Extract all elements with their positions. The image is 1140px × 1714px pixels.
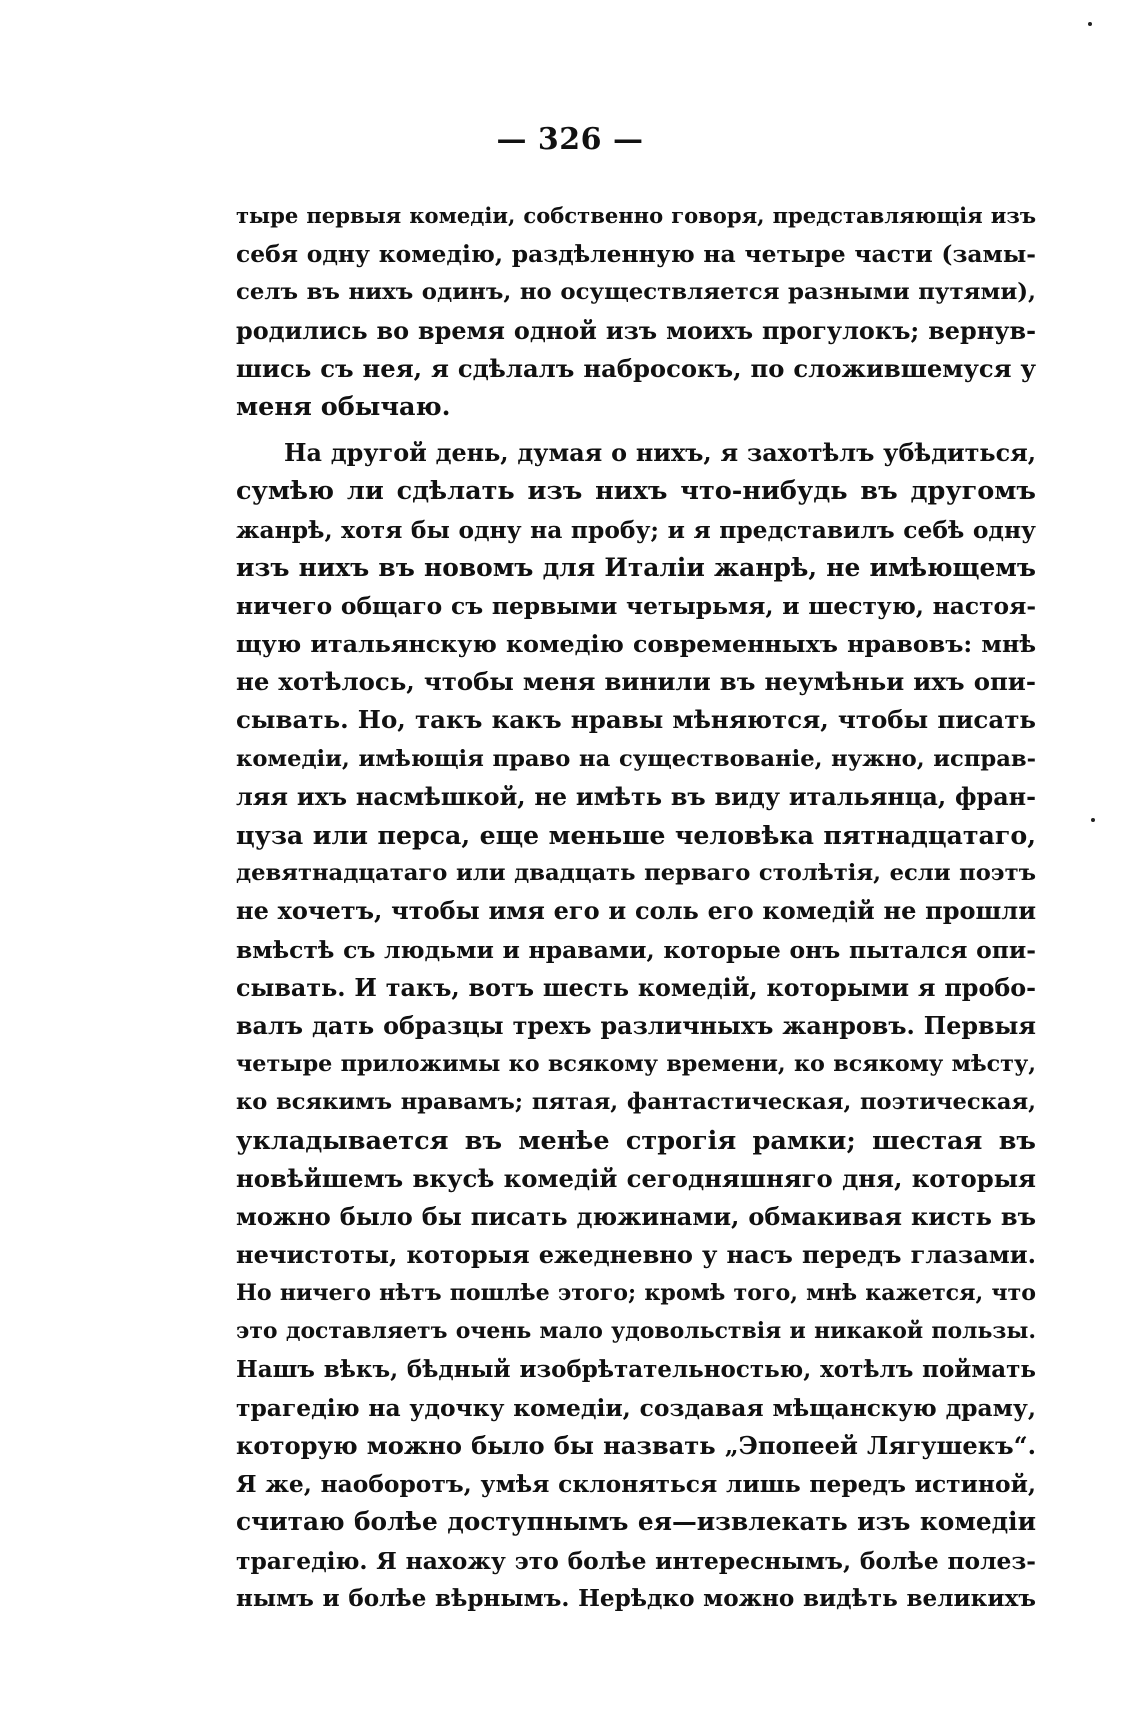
text-line: Но ничего нѣтъ пошлѣе этого; кромѣ того, мнѣ кажется, что [236, 1280, 1036, 1307]
scan-speck [1091, 818, 1095, 822]
text-line: сывать. Но, такъ какъ нравы мѣняются, чтобы писать [236, 705, 1036, 735]
scan-speck [1088, 22, 1092, 26]
text-line: цуза или перса, еще меньше человѣка пятнадцатаго, [236, 820, 1036, 850]
text-line: ничего общаго съ первыми четырьмя, и шестую, настоя- [236, 591, 1036, 620]
text-line: жанрѣ, хотя бы одну на пробу; и я представилъ себѣ одну [236, 515, 1036, 544]
text-line: нечистоты, которыя ежедневно у насъ передъ глазами. [236, 1240, 1036, 1270]
text-line: комедіи, имѣющія право на существованіе, нужно, исправ- [236, 745, 1036, 772]
text-line: четыре приложимы ко всякому времени, ко всякому мѣсту, [236, 1051, 1036, 1078]
text-line: селъ въ нихъ одинъ, но осуществляется разными путями), [236, 279, 1036, 306]
text-line: Я же, наоборотъ, умѣя склоняться лишь передъ истиной, [236, 1470, 1036, 1499]
text-line: которую можно было бы назвать „Эпопеей Лягушекъ“. [236, 1431, 1036, 1460]
text-line: шись съ нея, я сдѣлалъ набросокъ, по сложившемуся у [236, 353, 1036, 383]
text-line: меня обычаю. [236, 391, 451, 422]
text-line: На другой день, думая о нихъ, я захотѣлъ убѣдиться, [284, 439, 1036, 468]
text-line: нымъ и болѣе вѣрнымъ. Нерѣдко можно видѣть великихъ [236, 1584, 1036, 1612]
text-line: родились во время одной изъ моихъ прогулокъ; вернув- [236, 316, 1036, 345]
text-line: не хочетъ, чтобы имя его и соль его комедій не прошли [236, 896, 1036, 926]
text-line: считаю болѣе доступнымъ ея—извлекать изъ комедіи [236, 1507, 1036, 1537]
text-line: ко всякимъ нравамъ; пятая, фантастическая, поэтическая, [236, 1089, 1036, 1116]
text-line: можно было бы писать дюжинами, обмакивая кисть въ [236, 1201, 1036, 1231]
text-line: девятнадцатаго или двадцать перваго столѣтія, если поэтъ [236, 860, 1036, 887]
text-line: это доставляетъ очень мало удовольствія и никакой пользы. [236, 1318, 1036, 1345]
paragraph-2 [236, 434, 1036, 1618]
paragraph-gap [236, 426, 1036, 434]
text-line: ляя ихъ насмѣшкой, не имѣть въ виду итальянца, фран- [236, 782, 1036, 811]
page-number: — 326 — [496, 122, 644, 157]
text-line: сумѣю ли сдѣлать изъ нихъ что-нибудь въ другомъ [236, 476, 1036, 507]
text-line: сывать. И такъ, вотъ шесть комедій, которыми я пробо- [236, 973, 1036, 1002]
text-line: трагедію на удочку комедіи, создавая мѣщанскую драму, [236, 1393, 1036, 1422]
text-line: трагедію. Я нахожу это болѣе интереснымъ, болѣе полез- [236, 1546, 1036, 1575]
text-line: валъ дать образцы трехъ различныхъ жанровъ. Первыя [236, 1011, 1036, 1040]
paragraph-1 [236, 197, 1036, 426]
text-line: щую итальянскую комедію современныхъ нравовъ: мнѣ [236, 630, 1036, 659]
text-line: изъ нихъ въ новомъ для Италіи жанрѣ, не имѣющемъ [236, 552, 1036, 582]
body-text [236, 197, 1036, 1618]
text-line: себя одну комедію, раздѣленную на четыре части (замы- [236, 240, 1036, 269]
text-line: вмѣстѣ съ людьми и нравами, которые онъ пытался опи- [236, 935, 1036, 964]
text-line: не хотѣлось, чтобы меня винили въ неумѣньи ихъ опи- [236, 667, 1036, 697]
text-line: новѣйшемъ вкусѣ комедій сегодняшняго дня, которыя [236, 1163, 1036, 1193]
text-line: тыре первыя комедіи, собственно говоря, представляющія изъ [236, 203, 1036, 228]
text-line: Нашъ вѣкъ, бѣдный изобрѣтательностью, хотѣлъ поймать [236, 1355, 1036, 1383]
text-line: укладывается въ менѣе строгія рамки; шестая въ [236, 1125, 1036, 1156]
